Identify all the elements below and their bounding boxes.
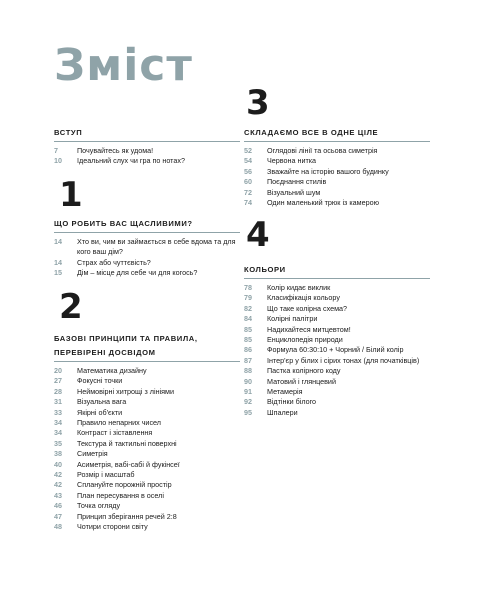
toc-page-number: 31 [54, 397, 62, 407]
section-intro [54, 125, 240, 167]
toc-entry-title: Точка огляду [77, 501, 121, 511]
toc-entry [244, 387, 430, 397]
toc-entry-title: Зважайте на історію вашого будинку [267, 166, 389, 176]
toc-page-number: 82 [244, 303, 252, 313]
toc-entry-title: Оглядові лінії та осьова симетрія [267, 146, 378, 155]
toc-entry-title: Поєднання стилів [267, 177, 327, 187]
toc-entry-title: Правило непарних чисел [77, 418, 161, 428]
toc-entry-title: Якірні об'єкти [77, 407, 123, 417]
toc-entry [244, 335, 430, 345]
toc-page-number: 74 [244, 198, 252, 208]
toc-entry [54, 397, 240, 407]
toc-list [54, 146, 240, 167]
toc-entry [244, 356, 430, 366]
toc-entry [54, 522, 240, 532]
toc-entry-title: Принцип зберігання речей 2:8 [77, 511, 177, 521]
toc-entry [244, 345, 430, 355]
toc-page-number: 40 [54, 459, 62, 469]
toc-page-number: 42 [54, 480, 62, 490]
toc-page-number: 33 [54, 407, 62, 417]
toc-entry [54, 268, 240, 278]
part-number: 1 [59, 175, 83, 215]
toc-page-number: 60 [244, 177, 252, 187]
toc-entry [244, 408, 430, 418]
toc-entry [54, 439, 240, 449]
toc-entry-title: Формула 60:30:10 + Чорний / Білий колір [267, 345, 404, 355]
section-heading: ЩО РОБИТЬ ВАС ЩАСЛИВИМИ? [54, 216, 240, 233]
toc-entry-title: Надихайтеся митцевтом! [267, 324, 351, 334]
toc-entry-title: Дім – місце для себе чи для когось? [77, 268, 198, 278]
toc-entry [244, 293, 430, 303]
toc-entry-title: Асиметрія, вабі-сабі й фукінсеї [77, 459, 180, 469]
toc-page-number: 42 [54, 470, 62, 480]
toc-entry [244, 156, 430, 166]
toc-entry [244, 397, 430, 407]
toc-entry [244, 304, 430, 314]
toc-page-number: 34 [54, 428, 62, 438]
section-part2 [54, 332, 240, 533]
toc-page-number: 35 [54, 438, 62, 448]
toc-page-number: 85 [244, 324, 252, 334]
toc-entry-title: Фокусні точки [77, 376, 123, 386]
toc-page-number: 85 [244, 335, 252, 345]
toc-entry-title: Класифікація кольору [267, 293, 340, 303]
toc-entry-title: Матовий і глянцевий [267, 376, 336, 386]
toc-page-number: 46 [54, 501, 62, 511]
toc-entry [54, 146, 240, 156]
toc-entry [54, 480, 240, 490]
part-number: 3 [246, 83, 270, 123]
toc-entry [244, 146, 430, 156]
toc-page-number: 78 [244, 283, 252, 292]
toc-entry-title: Колірні палітри [267, 314, 318, 324]
toc-entry [54, 460, 240, 470]
toc-page-number: 91 [244, 387, 252, 397]
toc-list [244, 283, 430, 418]
toc-entry [244, 377, 430, 387]
toc-page-number: 43 [54, 490, 62, 500]
page-title: Зміст [54, 40, 193, 91]
toc-entry [244, 325, 430, 335]
toc-entry-title: Неймовірні хитрощі з лініями [77, 386, 175, 396]
toc-entry-title: Текстура й тактильні поверхні [77, 438, 177, 448]
section-heading: КОЛЬОРИ [244, 262, 430, 279]
toc-entry [54, 491, 240, 501]
toc-entry [244, 283, 430, 293]
toc-page-number: 54 [244, 156, 252, 166]
toc-entry [54, 237, 240, 258]
toc-entry [54, 428, 240, 438]
section-part1 [54, 216, 240, 279]
toc-entry [54, 449, 240, 459]
toc-entry-title: Почувайтесь як удома! [77, 146, 154, 155]
toc-list [54, 366, 240, 533]
toc-entry-title: Розмір і масштаб [77, 470, 135, 480]
toc-entry [54, 376, 240, 386]
toc-page-number: 14 [54, 237, 62, 246]
toc-entry [54, 387, 240, 397]
toc-entry-title: Математика дизайну [77, 366, 147, 375]
toc-page-number: 79 [244, 293, 252, 303]
toc-entry [244, 188, 430, 198]
toc-entry [244, 366, 430, 376]
toc-entry [54, 156, 240, 166]
toc-entry-title: Сплануйте порожній простір [77, 480, 172, 490]
toc-entry-title: Інтер'єр у білих і сірих тонах (для початківців) [267, 355, 420, 365]
section-part3 [244, 125, 430, 208]
part-number: 4 [246, 215, 270, 255]
toc-entry-title: Візуальний шум [267, 187, 321, 197]
toc-entry-title: Пастка колірного коду [267, 366, 341, 376]
section-heading: БАЗОВІ ПРИНЦИПИ ТА ПРАВИЛА, ПЕРЕВІРЕНІ ДОСВІДОМ [54, 332, 240, 362]
toc-entry-title: Що таке колірна схема? [267, 303, 348, 313]
toc-page-number: 7 [54, 146, 58, 155]
toc-page-number: 38 [54, 449, 62, 459]
toc-entry [54, 258, 240, 268]
toc-entry-title: Метамерія [267, 387, 303, 397]
toc-entry [54, 366, 240, 376]
toc-page-number: 92 [244, 397, 252, 407]
toc-page-number: 52 [244, 146, 252, 155]
toc-page-number: 88 [244, 366, 252, 376]
toc-entry [244, 198, 430, 208]
toc-page-number: 84 [244, 314, 252, 324]
toc-entry-title: Страх або чуттєвість? [77, 257, 151, 267]
toc-entry-title: Відтінки білого [267, 397, 317, 407]
toc-entry-title: Контраст і зіставлення [77, 428, 153, 438]
toc-entry [54, 470, 240, 480]
toc-page-number: 20 [54, 366, 62, 375]
toc-entry [244, 314, 430, 324]
toc-page-number: 34 [54, 418, 62, 428]
toc-page-number: 27 [54, 376, 62, 386]
toc-entry-title: Чотири сторони світу [77, 522, 148, 532]
toc-list [244, 146, 430, 208]
toc-entry [244, 167, 430, 177]
section-heading: ВСТУП [54, 125, 240, 142]
toc-page-number: 86 [244, 345, 252, 355]
toc-entry [54, 408, 240, 418]
toc-entry-title: Хто ви, чим ви займається в себе вдома та для кого ваш дім? [77, 237, 236, 257]
toc-entry-title: План пересування в оселі [77, 490, 164, 500]
toc-entry-title: Червона нитка [267, 156, 317, 166]
section-heading: СКЛАДАЄМО ВСЕ В ОДНЕ ЦІЛЕ [244, 125, 430, 142]
toc-page-number: 95 [244, 407, 252, 417]
toc-entry-title: Енциклопедія природи [267, 335, 343, 345]
toc-page-number: 28 [54, 386, 62, 396]
toc-page-number: 15 [54, 268, 62, 278]
toc-page-number: 47 [54, 511, 62, 521]
toc-entry [54, 501, 240, 511]
toc-entry-title: Симетрія [77, 449, 108, 459]
toc-page-number: 14 [54, 257, 62, 267]
toc-page-number: 56 [244, 166, 252, 176]
section-part4 [244, 262, 430, 418]
toc-entry-title: Колір кидає виклик [267, 283, 331, 292]
toc-page-number: 10 [54, 156, 62, 166]
toc-entry-title: Візуальна вага [77, 397, 127, 407]
toc-page-number: 72 [244, 187, 252, 197]
toc-page-number: 90 [244, 376, 252, 386]
toc-entry [54, 418, 240, 428]
toc-entry-title: Ідеальний слух чи гра по нотах? [77, 156, 185, 166]
toc-entry [244, 177, 430, 187]
toc-page-number: 87 [244, 355, 252, 365]
toc-list [54, 237, 240, 279]
toc-entry-title: Шпалери [267, 407, 298, 417]
toc-entry [54, 512, 240, 522]
toc-entry-title: Один маленький трюк із камерою [267, 198, 379, 208]
part-number: 2 [59, 287, 83, 327]
toc-page-number: 48 [54, 522, 62, 532]
